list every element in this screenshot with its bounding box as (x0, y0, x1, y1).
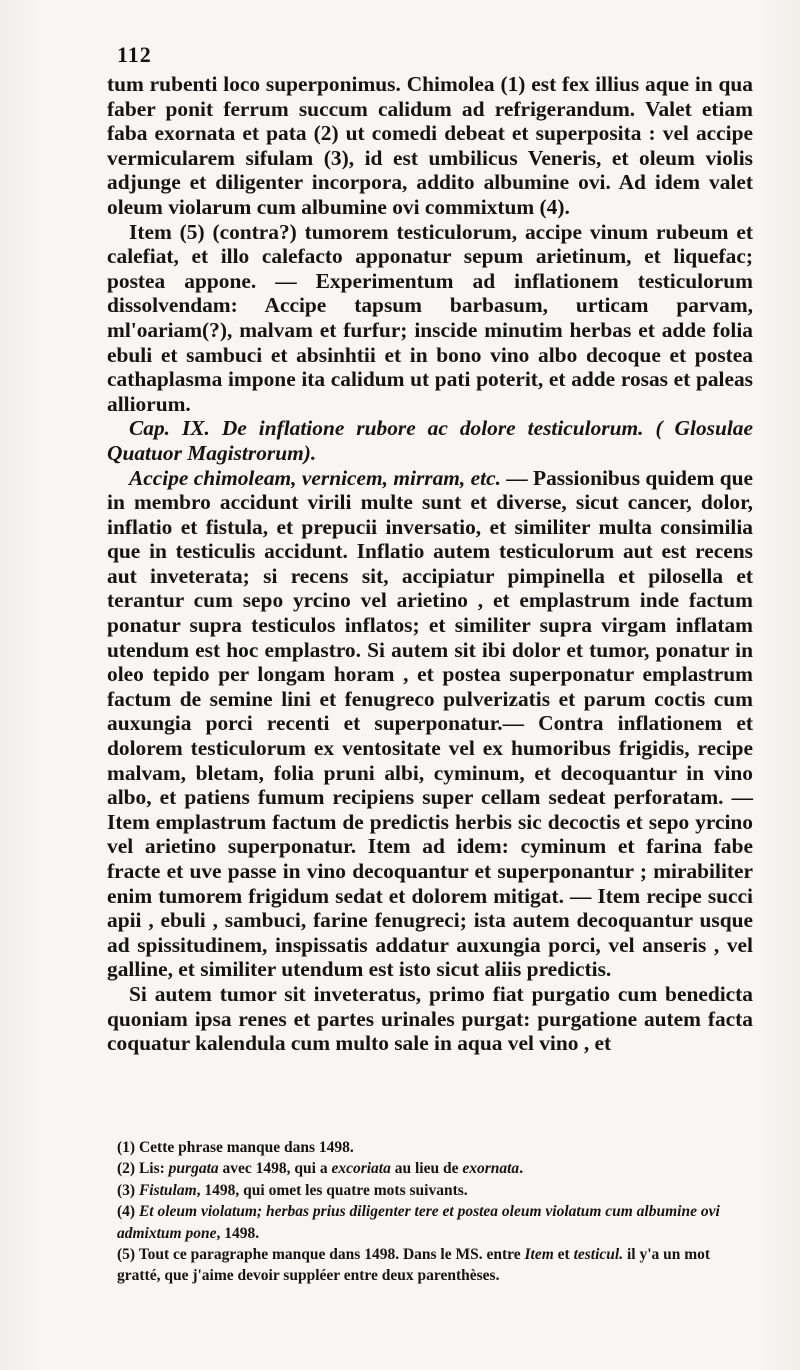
footnote-2-part-3: excoriata (331, 1160, 391, 1178)
footnote-4-part-1: , 1498. (216, 1224, 260, 1242)
footnote-2-part-6: . (519, 1160, 524, 1178)
footnote-5-part-1: Item (524, 1246, 554, 1264)
footnote-4-mark: (4) (117, 1203, 136, 1221)
paragraph-3 (107, 466, 753, 982)
footnote-3-part-1: , 1498, qui omet les quatre mots suivants. (196, 1181, 468, 1199)
paragraph-3-text: — Passionibus quidem que in membro accidunt virili multe sunt et diverse, sicut cancer, dolor, inflatio et fistula, et prepucii inversatio, et similiter multa consimilia que in testiculis accidunt. Inflatio autem testiculorum aut est recens aut inveterata; si recens sit, accipiatur pimpinella et pilosella et terantur cum sepo yrcino vel arietino , et emplastrum inde factum ponatur supra testiculos inflatos; et similiter supra virgam inflatam utendum est hoc emplastro. Si autem sit ibi dolor et tumor, ponatur in oleo tepido per longam horam , et postea superponatur emplastrum factum de semine lini et fenugreco pulverizatis et parum coctis cum auxungia porci recenti et superponatur.— Contra inflationem et dolorem testiculorum ex ventositate vel ex humoribus frigidis, recipe malvam, bletam, folia pruni albi, cyminum, et decoquantur in vino albo, et patiens fumum recipiens super cellam sedeat perforatam. — Item emplastrum factum de predictis herbis sic decoctis et sepo yrcino vel arietino superponatur. Item ad idem: cyminum et farina fabe fracte et uve passe in vino decoquantur et superponantur ; mirabiliter enim tumorem frigidum sedat et dolorem mitigat. — Item recipe succi apii , ebuli , sambuci, farine fenugreci; ista autem decoquantur usque ad spissitudinem, inspissatis addatur auxungia porci, vel anseris , vel galline, et similiter utendum est isto sicut aliis predictis. (107, 465, 753, 982)
footnote-5-part-0: Tout ce paragraphe manque dans 1498. Dans le MS. entre (138, 1246, 525, 1264)
chapter-heading-text: Cap. IX. De inflatione rubore ac dolore testiculorum. ( Glosulae Quatuor Magistrorum). (107, 416, 753, 465)
chapter-heading (107, 416, 753, 465)
footnote-5 (117, 1244, 757, 1287)
footnote-2-part-2: avec 1498, qui a (218, 1160, 332, 1178)
paragraph-1 (107, 72, 753, 220)
footnotes (117, 1137, 757, 1287)
footnote-4-part-0: Et oleum violatum; herbas prius diligenter tere et postea oleum violatum cum albumine ovi admixtum pone (117, 1203, 720, 1242)
footnote-4 (117, 1201, 757, 1244)
footnote-1-part-0: Cette phrase manque dans 1498. (138, 1139, 354, 1156)
paragraph-1-text: tum rubenti loco superponimus. Chimolea (1) est fex illius aque in qua faber ponit ferrum succum calidum ad refrigerandum. Valet etiam faba exornata et pata (2) ut comedi debeat et superposita : vel accipe vermicularem sifulam (3), id est umbilicus Veneris, et oleum violis adjunge et diligenter incorpora, addito albumine ovi. Ad idem valet oleum violarum cum albumine ovi commixtum (4). (107, 72, 753, 219)
footnote-5-part-4: il y'a un mot gratté, que j'aime devoir suppléer entre deux parenthèses. (117, 1246, 711, 1285)
main-text (107, 72, 753, 1056)
paragraph-2-text: Item (5) (contra?) tumorem testiculorum, accipe vinum rubeum et calefiat, et illo calefacto apponatur sepum arietinum, et liquefac; postea appone. — Experimentum ad inflationem testiculorum dissolvendam: Accipe tapsum barbasum, urticam parvam, ml'oariam(?), malvam et furfur; inscide minutim herbas et adde folia ebuli et sambuci et absinhtii et in bono vino albo decoque et postea cathaplasma impone ita calidum ut pati poterit, et adde rosas et paleas alliorum. (107, 219, 753, 416)
paragraph-2 (107, 220, 753, 417)
footnote-2-part-1: purgata (168, 1160, 219, 1178)
footnote-5-part-3: testicul. (573, 1246, 624, 1264)
paragraph-4-text: Si autem tumor sit inveteratus, primo fiat purgatio cum benedicta quoniam ipsa renes et partes urinales purgat: purgatione autem facta coquatur kalendula cum multo sale in aqua vel vino , et (107, 981, 753, 1056)
footnote-2 (117, 1158, 757, 1179)
footnote-3-mark: (3) (117, 1181, 136, 1199)
footnote-3 (117, 1180, 757, 1201)
footnote-2-part-5: exornata (462, 1160, 520, 1178)
footnote-3-part-0: Fistulam (138, 1181, 197, 1199)
footnote-2-mark: (2) (117, 1160, 136, 1178)
footnote-1-mark: (1) (117, 1139, 136, 1156)
footnote-1 (117, 1137, 757, 1158)
footnote-5-mark: (5) (117, 1246, 136, 1264)
footnote-2-part-4: au lieu de (390, 1160, 463, 1178)
footnote-2-part-0: Lis: (138, 1160, 169, 1178)
page-number: 112 (117, 42, 152, 67)
paragraph-3-lead: Accipe chimoleam, vernicem, mirram, etc. (129, 465, 501, 490)
paragraph-4 (107, 982, 753, 1056)
footnote-5-part-2: et (553, 1246, 574, 1264)
